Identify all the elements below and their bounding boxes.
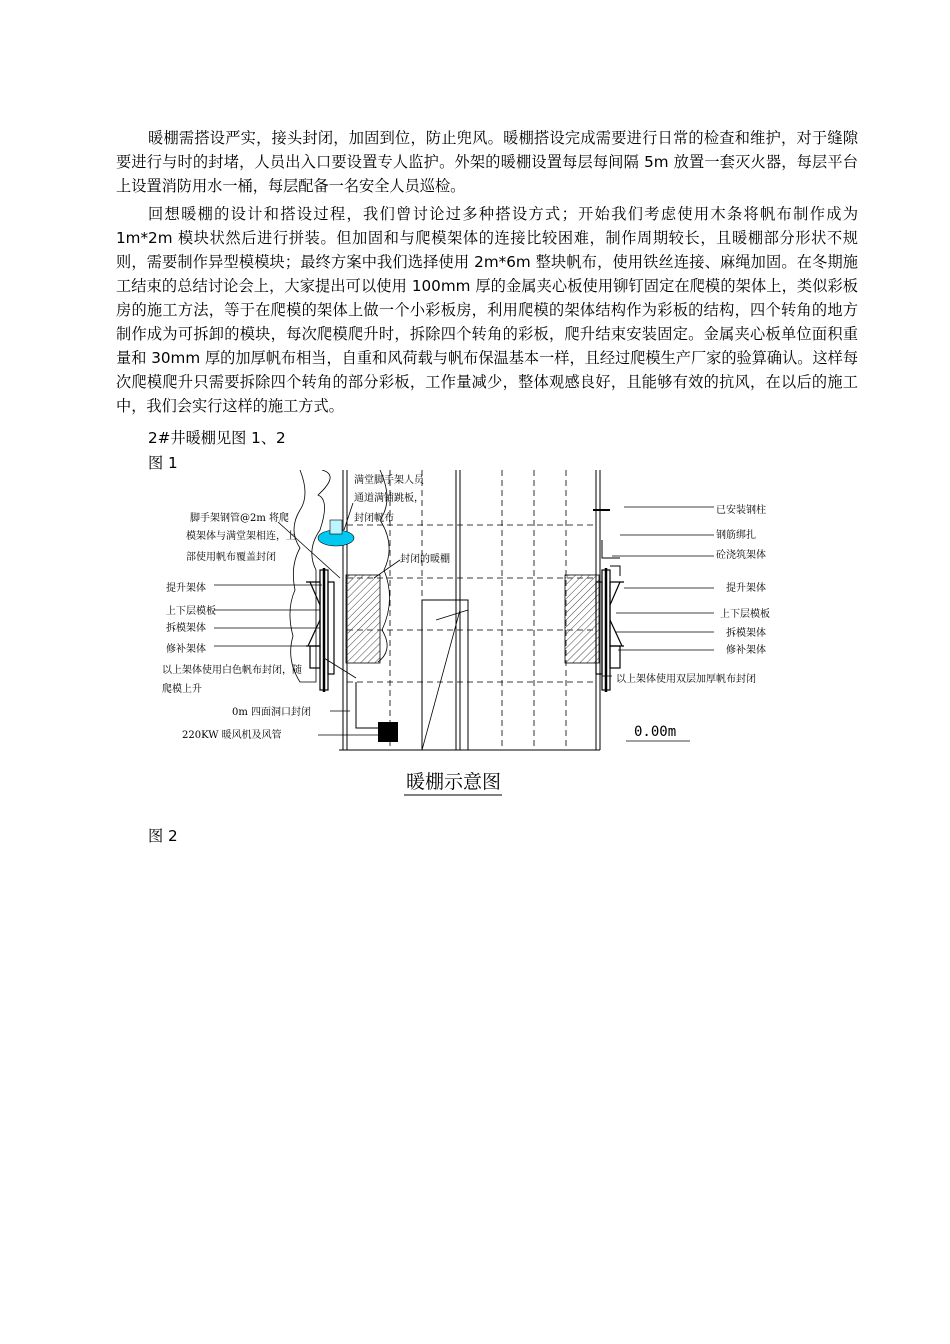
- label-scaffold-1: 脚手架钢管@2m 将爬: [190, 513, 290, 524]
- label-left-upper-lower-form: 上下层模板: [166, 606, 216, 617]
- label-left-dismantle-frame: 拆模架体: [166, 623, 206, 634]
- warm-shed-diagram: [150, 470, 800, 800]
- label-full-scaffold-3: 封闭帆布: [354, 513, 394, 524]
- label-rebar: 钢筋绑扎: [716, 530, 756, 541]
- label-concrete-frame: 砼浇筑架体: [716, 550, 766, 561]
- paragraph-shed-maintenance: 暖棚需搭设严实，接头封闭，加固到位，防止兜风。暖棚搭设完成需要进行日常的检查和维护，对于缝隙要进行与时的封堵，人员出入口要设置专人监护。外架的暖棚设置每层每间隔 5m 放置一套灭火器，每层平台上设置消防用水一桶，每层配备一名安全人员巡检。: [116, 129, 858, 195]
- label-white-canvas-1: 以上架体使用白色帆布封闭，随: [162, 665, 302, 676]
- label-left-repair-frame: 修补架体: [166, 644, 206, 655]
- label-zero-opening: 0m 四面洞口封闭: [232, 707, 312, 718]
- label-closed-shed: 封闭的暖棚: [400, 554, 450, 565]
- label-scaffold-2: 模架体与满堂架相连，上: [186, 531, 296, 542]
- label-double-canvas: 以上架体使用双层加厚帆布封闭: [616, 674, 756, 685]
- figure2-caption: 图 2: [148, 827, 178, 845]
- label-installed-steel: 已安装钢柱: [716, 505, 766, 516]
- warm-shed-diagram-svg: [150, 470, 800, 800]
- diagram-title: 暖棚示意图: [406, 771, 502, 793]
- label-right-repair-frame: 修补架体: [726, 645, 766, 656]
- figure-reference: 2#井暖棚见图 1、2: [148, 429, 286, 447]
- label-heater: 220KW 暖风机及风管: [182, 730, 282, 741]
- label-scaffold-3: 部使用帆布覆盖封闭: [186, 552, 276, 563]
- label-white-canvas-2: 爬模上升: [162, 684, 202, 695]
- label-right-dismantle-frame: 拆模架体: [726, 628, 766, 639]
- heater-fan-icon: [378, 722, 398, 742]
- label-right-upper-lower-form: 上下层模板: [720, 609, 770, 620]
- paragraph-design-review: 回想暖棚的设计和搭设过程，我们曾讨论过多种搭设方式；开始我们考虑使用木条将帆布制作成为 1m*2m 模块状然后进行拼装。但加固和与爬模架体的连接比较困难，制作周期较长，且暖棚部分形状不规则，需要制作异型模模块；最终方案中我们选择使用 2m*6m 整块帆布，使用铁丝连接、麻绳加固。在冬期施工结束的总结讨论会上，大家提出可以使用 100mm 厚的金属夹心板使用铆钉固定在爬模的架体上，类似彩板房的施工方法，等于在爬模的架体上做一个小彩板房，利用爬模的架体结构作为彩板的结构，四个转角的地方制作成为可拆卸的模块，每次爬模爬升时，拆除四个转角的彩板，爬升结束安装固定。金属夹心板单位面积重量和 30mm 厚的加厚帆布相当，自重和风荷载与帆布保温基本一样，且经过爬模生产厂家的验算确认。这样每次爬模爬升只需要拆除四个转角的部分彩板，工作量减少，整体观感良好，且能够有效的抗风，在以后的施工中，我们会实行这样的施工方式。: [116, 205, 859, 415]
- figure1-caption: 图 1: [148, 454, 178, 472]
- label-full-scaffold-1: 满堂脚手架人员: [354, 475, 424, 486]
- label-left-lift-frame: 提升架体: [166, 583, 206, 594]
- label-elevation: 0.00m: [634, 724, 677, 740]
- label-full-scaffold-2: 通道满铺跳板，: [354, 493, 424, 504]
- label-right-lift-frame: 提升架体: [726, 583, 766, 594]
